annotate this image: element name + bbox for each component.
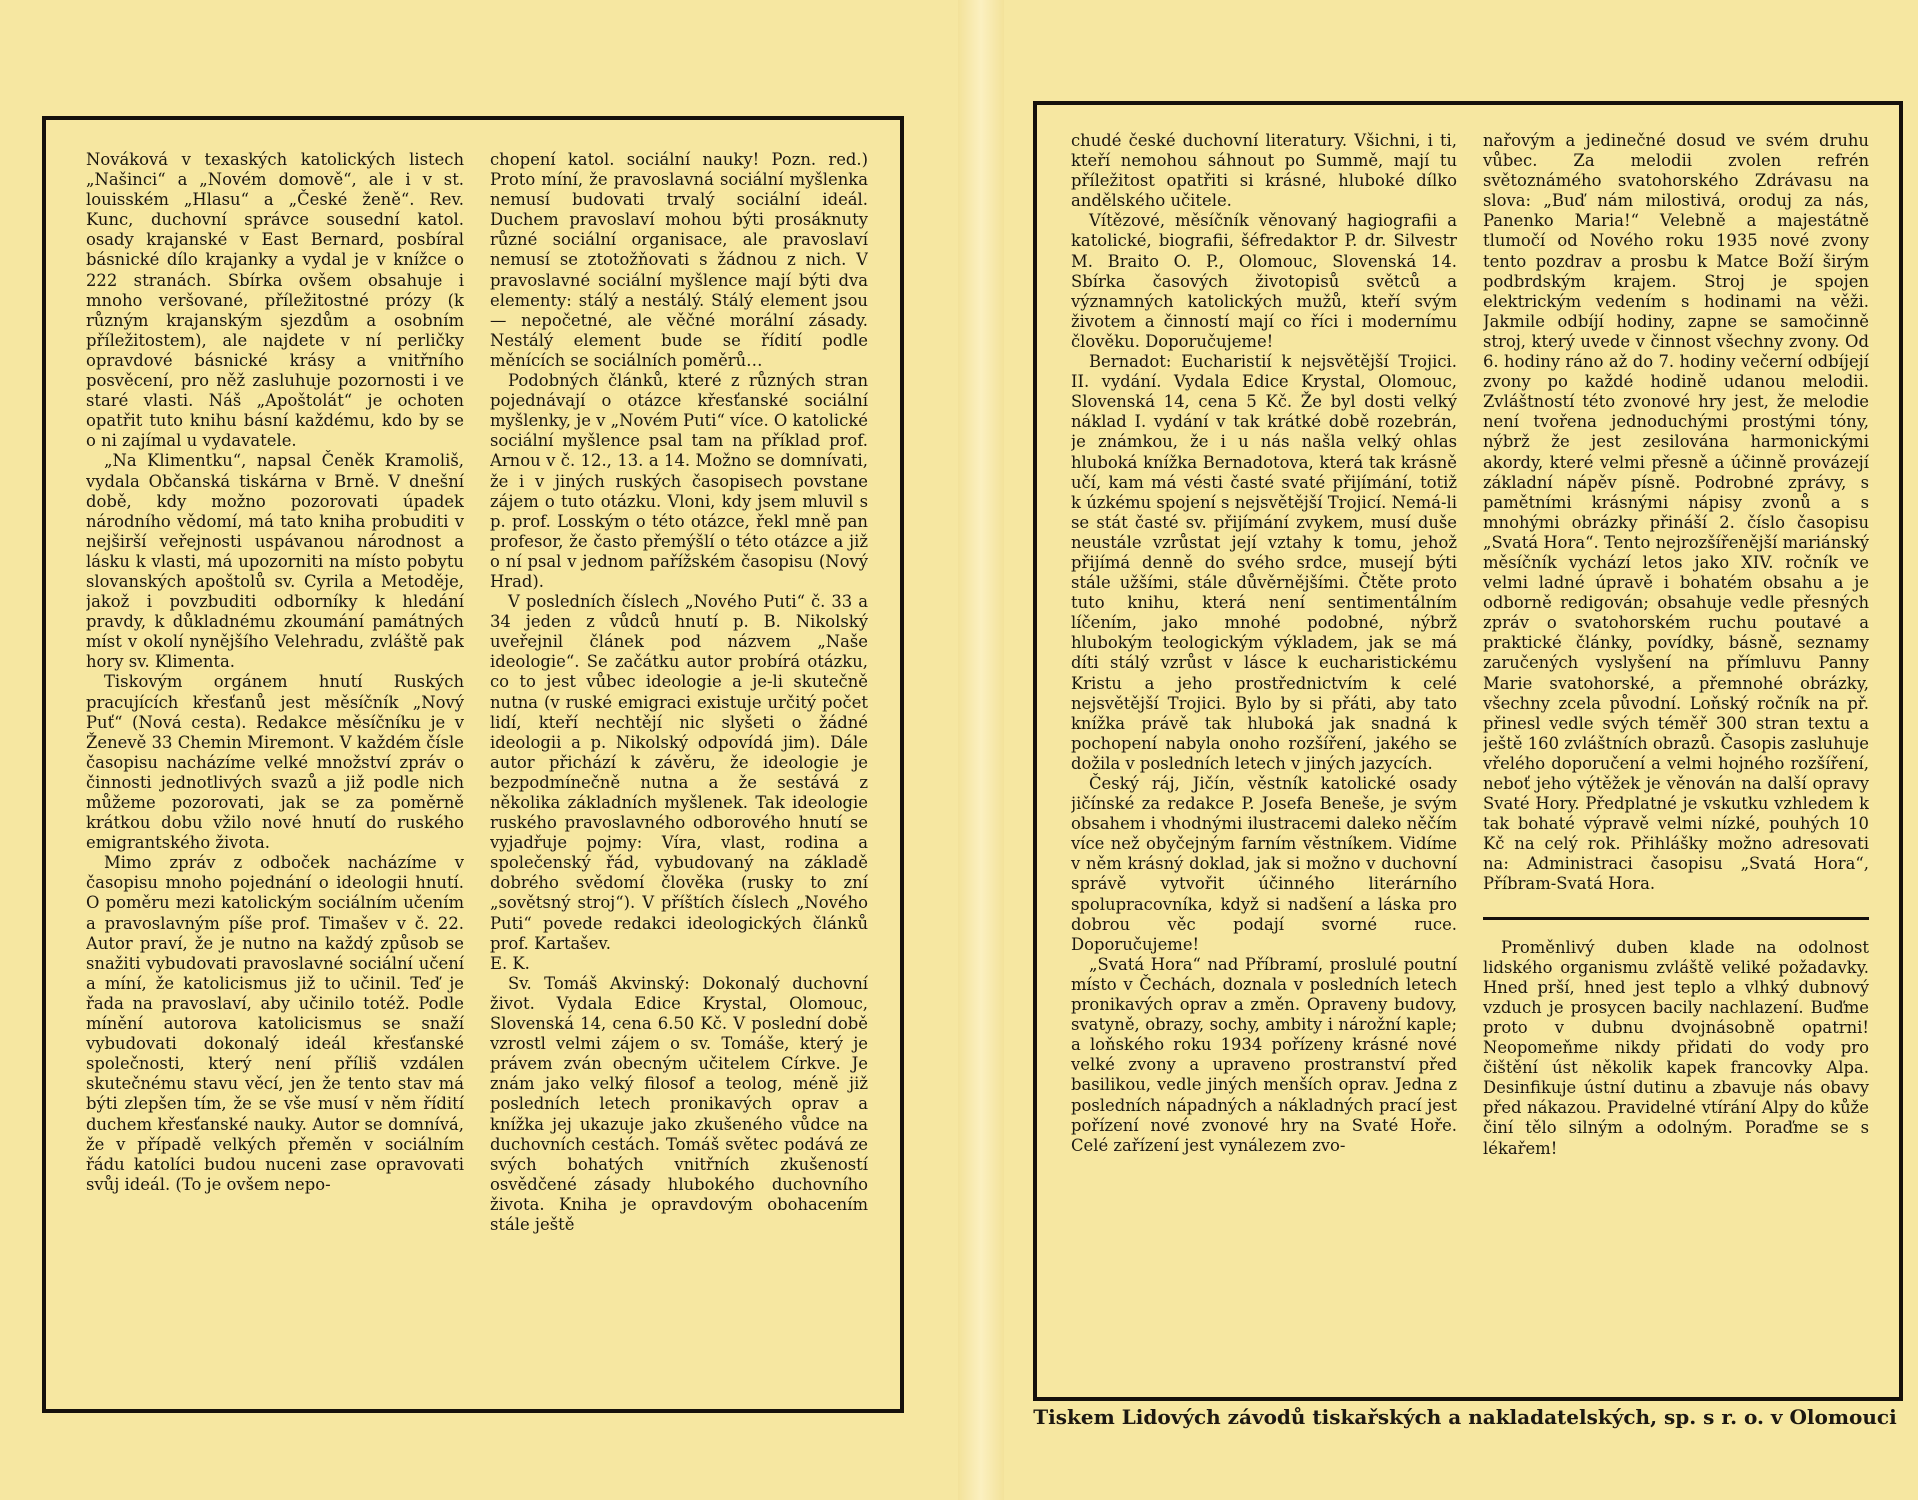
paragraph-na-klimentku: „Na Klimentku“, napsal Čeněk Kramoliš, vydala Občanská tiskárna v Brně. V dnešní době, kdy možno pozorovati úpadek národního vědomí, má tato kniha probuditi v nejširší veřejnosti uspávanou národnost a lásku k vlasti, má upozorniti na místo pobytu slovanských apoštolů sv. Cyrila a Metoděje, jakož i povzbuditi odborníky k hledání pravdy, k důkladnému zkoumání památných míst v okolí nynějšího Velehradu, zvláště pak hory sv. Klimenta. (86, 451, 464, 672)
left-column-2 (490, 150, 868, 1395)
paragraph-podobnych-clanku: Podobných článků, které z různých stran pojednávají o otázce křesťanské sociální myšlenky, je v „Novém Puti“ více. O katolické sociální myšlence psal tam na příklad prof. Arnou v č. 12., 13. a 14. Možno se domnívati, že i v jiných ruských časopisech povstane zájem o tuto otázku. Vloni, kdy jsem mluvil s p. prof. Losským o této otázce, řekl mně pan profesor, že často přemýšlí o této otázce a již o ní psal v jednom pařížském časopisu (Nový Hrad). (490, 371, 868, 591)
page-gutter (958, 0, 1004, 1500)
paragraph-vitezove: Vítězové, měsíčník věnovaný hagiografii a katolické, biografii, šéfredaktor P. dr. Silvestr M. Braito O. P., Olomouc, Slovenská 14. Sbírka časových životopisů světců a významných katolických mužů, kteří svým životem a činností mají co říci i modernímu člověku. Doporučujeme! (1071, 211, 1457, 351)
paragraph-bernadot: Bernadot: Eucharistií k nejsvětější Trojici. II. vydání. Vydala Edice Krystal, Olomouc, Slovenská 14, cena 5 Kč. Že byl dosti velký náklad I. vydání v tak krátké době rozebrán, je známkou, že i u nás našla velký ohlas hluboká knížka Bernadotova, která tak krásně učí, kam má vésti časté svaté přijímání, totiž k úzkému spojení s nejsvětější Trojicí. Nemá-li se stát časté sv. přijímání zvykem, musí duše neustále vzrůstat její vztahy k tomu, jehož přijímá denně do svého srdce, musejí býti stále užšími, stále důvěrnějšími. Čtěte proto tuto knihu, která není sentimentálním líčením, jako mnohé podobné, nýbrž hlubokým teologickým výkladem, jak se má díti stálý vzrůst v lásce k eucharistickému Kristu a jeho prostřednictvím k celé nejsvětější Trojici. Bylo by si přáti, aby tato knížka právě tak hluboká jak snadná k pochopení nabyla onoho rozšíření, jakého se dožila v posledních letech v jiných jazycích. (1071, 352, 1457, 773)
left-column-1 (86, 150, 464, 1395)
left-page (0, 0, 958, 1500)
right-column-2 (1483, 131, 1869, 1383)
right-column-1 (1071, 131, 1457, 1383)
paragraph-zvonova-hra: nařovým a jedinečné dosud ve svém druhu vůbec. Za melodii zvolen refrén světoznámého svatohorského Zdrávasu na slova: „Buď nám milostivá, oroduj za nás, Panenko Maria!“ Velebně a majestátně tlumočí od Nového roku 1935 nové zvony tento pozdrav a prosbu k Matce Boží širým podbrdským krajem. Stroj je spojen elektrickým vedením s hodinami na věži. Jakmile odbíjí hodiny, zapne se samočinně stroj, který uvede v činnost všechny zvony. Od 6. hodiny ráno až do 7. hodiny večerní odbíjejí zvony po každé hodině udanou melodii. Zvláštností této zvonové hry jest, že melodie není tvořena jednoduchými prostými tóny, nýbrž že jest zesilována harmonickými akordy, které velmi přesně a účinně provázejí základní nápěv písně. Podrobné zprávy, s pamětními krásnými nápisy zvonů a s mnohými obrázky přináší 2. číslo časopisu „Svatá Hora“. Tento nejrozšířenější mariánský měsíčník vychází letos jako XIV. ročník ve velmi ladné úpravě i bohatém obsahu a je odborně redigován; obsahuje vedle přesných zpráv o svatohorském ruchu poutavé a praktické články, povídky, básně, seznamy zaručených vyslyšení na přímluvu Panny Marie svatohorské, a přemnohé obrázky, všechny zcela původní. Loňský ročník na př. přinesl vedle svých téměř 300 stran textu a ještě 160 zvláštních obrazů. Časopis zasluhuje vřelého doporučení a velmi hojného rozšíření, neboť jeho výtěžek je věnován na další opravy Svaté Hory. Předplatné je vskutku vzhledem k tak bohaté výpravě velmi nízké, pouhých 10 Kč na celý rok. Přihlášky možno adresovati na: Administraci časopisu „Svatá Hora“, Příbram-Svatá Hora. (1483, 131, 1869, 894)
paragraph-nase-ideologie: V posledních číslech „Nového Puti“ č. 33 a 34 jeden z vůdců hnutí p. B. Nikolský uveřejnil článek pod názvem „Naše ideologie“. Se začátku autor probírá otázku, co to jest vůbec ideologie a je-li skutečně nutna (v ruské emigraci existuje určitý počet lidí, kteří nechtějí nic slyšeti o žádné ideologii a p. Nikolský odpovídá jim). Dále autor přichází k závěru, že ideologie je bezpodmínečně nutna a že sestává z několika základních myšlenek. Tak ideologie ruského pravoslavného odborového hnutí se vyjadřuje pojmy: Víra, vlast, rodina a společenský řád, vybudovaný na základě dobrého svědomí člověka (rusky to zní „sovětsný stroj“). V příštích číslech „Nového Puti“ povede redakci ideologických článků prof. Kartašev. (490, 592, 868, 953)
left-page-frame (42, 116, 904, 1413)
right-page (1004, 0, 1918, 1500)
paragraph-pravoslavi: chopení katol. sociální nauky! Pozn. red.) Proto míní, že pravoslavná sociální myšlenka nemusí budovati trvalý sociální ideál. Duchem pravoslaví mohou býti prosáknuty různé sociální organisace, ale pravoslaví nemusí se ztotožňovati s žádnou z nich. V pravoslavné sociální myšlence mají býti dva elementy: stálý a nestálý. Stálý element jsou — nepočetné, ale věčné morální zásady. Nestálý element bude se řídití podle měnících se sociálních poměrů… (490, 150, 868, 370)
paragraph-cesky-raj: Český ráj, Jičín, věstník katolické osady jičínské za redakce P. Josefa Beneše, je svým obsahem i vhodnými ilustracemi daleko něčím více než obyčejným farním věstníkem. Vidíme v něm krásný doklad, jak si možno v duchovní správě vytvořit účinného literárního spolupracovníka, když si nadšení a láska pro dobrou věc podají svorné ruce. Doporučujeme! (1071, 774, 1457, 954)
notice-divider (1483, 917, 1869, 920)
paragraph-novy-put: Tiskovým orgánem hnutí Ruských pracujících křesťanů jest měsíčník „Nový Puť“ (Nová cesta). Redakce měsíčníku je v Ženevě 33 Chemin Miremont. V každém čísle časopisu nacházíme velké množství zpráv o činnosti jednotlivých svazů a již podle nich můžeme pozorovati, jak se za poměrně krátkou dobu vžilo nové hnutí do ruského emigrantského života. (86, 672, 464, 853)
paragraph-novakova: Nováková v texaských katolických listech „Našinci“ a „Novém domově“, ale i v st. louisském „Hlasu“ a „České ženě“. Rev. Kunc, duchovní správce sousední katol. osady krajanské v East Bernard, posbíral básnické dílo krajanky a vydal je v knížce o 222 stranách. Sbírka ovšem obsahuje i mnoho veršované, příležitostné prózy (k různým krajanským sjezdům a osobním příležitostem), ale najdete v ní perličky opravdové básnické krásy a vnitřního posvěcení, pro něž zasluhuje pozornosti i ve staré vlasti. Náš „Apoštolát“ je ochoten opatřit tuto knihu básní každému, kdo by se o ni zajímal u vydavatele. (86, 150, 464, 451)
paragraph-svata-hora: „Svatá Hora“ nad Příbramí, proslulé poutní místo v Čechách, doznala v posledních letech pronikavých oprav a změn. Opraveny budovy, svatyně, obrazy, sochy, ambity i nárožní kaple; a loňského roku 1934 pořízeny krásné nové velké zvony a upraveno prostranství před basilikou, vedle jiných menších oprav. Jedna z posledních nápadných a nákladných prací jest pořízení nové zvonové hry na Svaté Hoře. Celé zařízení jest vynálezem zvo- (1071, 954, 1457, 1155)
author-signature: E. K. (490, 953, 530, 973)
printer-imprint: Tiskem Lidových závodů tiskařských a nakladatelských, sp. s r. o. v Olomouci (1033, 1405, 1897, 1429)
right-page-frame (1033, 101, 1903, 1401)
paragraph-alpa-notice: Proměnlivý duben klade na odolnost lidského organismu zvláště veliké požadavky. Hned prší, hned jest teplo a vlhký dubnový vzduch je prosycen bacily nachlazení. Buďme proto v dubnu dvojnásobně opatrni! Neopomeňme nikdy přidati do vody pro čištění úst několik kapek francovky Alpa. Desinfikuje ústní dutinu a zbavuje nás obavy před nákazou. Pravidelné vtírání Alpy do kůže činí tělo silným a odolným. Poraďme se s lékařem! (1483, 937, 1869, 1158)
paragraph-timasev: Mimo zpráv z odboček nacházíme v časopisu mnoho pojednání o ideologii hnutí. O poměru mezi katolickým sociálním učením a pravoslavným píše prof. Timašev v č. 22. Autor praví, že je nutno na každý způsob se snažiti vybudovati pravoslavné sociální učení a míní, že katolicismus již to učinil. Teď je řada na pravoslaví, aby učinilo totéž. Podle mínění autorova katolicismus se snaží vybudovati dokonalý ideál křesťanské společnosti, který není příliš vzdálen skutečnému stavu věcí, jen že tento stav má býti zlepšen tím, že se vše musí v něm řídití duchem křesťanské nauky. Autor se domnívá, že v případě velkých přeměn v sociálním řádu katolíci budou nuceni zase opravovati svůj ideál. (To je ovšem nepo- (86, 853, 464, 1194)
paragraph-tomas-akvinsky: Sv. Tomáš Akvinský: Dokonalý duchovní život. Vydala Edice Krystal, Olomouc, Slovenská 14, cena 6.50 Kč. V poslední době vzrostl velmi zájem o sv. Tomáše, který je právem zván obecným učitelem Církve. Je znám jako velký filosof a teolog, méně již posledních letech pronikavých oprav a knížka jej ukazuje jako zkušeného vůdce na duchovních cestách. Tomáš světec podává ze svých bohatých vnitřních zkušeností osvědčené zásady hlubokého duchovního života. Kniha je opravdovým obohacením stále ještě (490, 973, 868, 1234)
paragraph-summa: chudé české duchovní literatury. Všichni, i ti, kteří nemohou sáhnout po Summě, mají tu příležitost opatřiti si krásné, hluboké dílko andělského učitele. (1071, 131, 1457, 211)
